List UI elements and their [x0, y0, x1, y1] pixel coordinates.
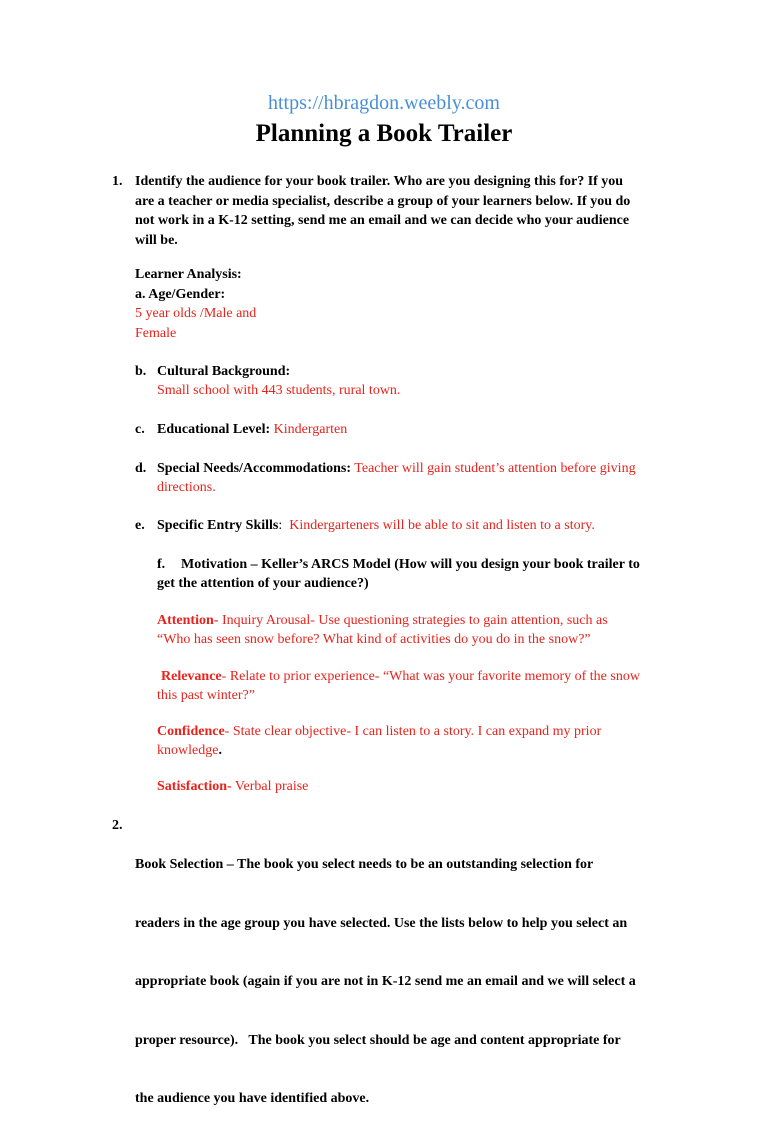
- special-needs-row: [157, 459, 636, 479]
- question-1-number: 1.: [112, 174, 123, 189]
- educational-level-answer: Kindergarten: [270, 422, 348, 437]
- question-2-line: the audience you have identified above.: [135, 1091, 370, 1106]
- question-2-text: [135, 816, 636, 1128]
- special-needs-label: Special Needs/Accommodations:: [157, 461, 352, 476]
- satisfaction-label: Satisfaction-: [157, 779, 232, 794]
- attention-label: Attention-: [157, 613, 219, 628]
- entry-skills-answer: Kindergarteners will be able to sit and listen to a story.: [289, 518, 595, 533]
- question-1-line: will be.: [135, 232, 178, 248]
- age-gender-label: a. Age/Gender:: [135, 287, 226, 302]
- motivation-heading-cont: get the attention of your audience?): [157, 576, 369, 591]
- cultural-background-answer: Small school with 443 students, rural town.: [157, 383, 401, 398]
- educational-level-row: [157, 420, 347, 440]
- attention-text: Inquiry Arousal- Use questioning strategies to gain attention, such as: [218, 613, 608, 628]
- educational-level-label: Educational Level:: [157, 422, 271, 437]
- learner-analysis-heading: Learner Analysis:: [135, 267, 242, 282]
- cultural-background-label: Cultural Background:: [157, 364, 291, 379]
- confidence-label: Confidence: [157, 724, 225, 739]
- motivation-heading: Motivation – Keller’s ARCS Model (How will you design your book trailer to: [181, 557, 640, 572]
- age-gender-line: 5 year olds /Male and: [135, 306, 257, 321]
- relevance-row: [161, 667, 640, 687]
- entry-skills-label: Specific Entry Skills: [157, 518, 279, 533]
- confidence-cont-row: [157, 741, 222, 761]
- question-1-line: not work in a K-12 setting, send me an email and we can decide who your audience: [135, 213, 630, 228]
- item-d-letter: d.: [135, 461, 147, 476]
- question-2-number: 2.: [112, 818, 123, 833]
- question-1-text: [135, 172, 630, 250]
- question-2-line: appropriate book (again if you are not in K-12 send me an email and we will select a: [135, 974, 636, 989]
- question-1-line: are a teacher or media specialist, describe a group of your learners below. If you do: [135, 193, 631, 209]
- entry-skills-row: [157, 516, 595, 536]
- relevance-text: - Relate to prior experience- “What was your favorite memory of the snow: [221, 669, 640, 684]
- special-needs-answer: Teacher will gain student’s attention before giving: [351, 461, 636, 476]
- satisfaction-row: [157, 777, 308, 797]
- question-2-line: Book Selection – The book you select needs to be an outstanding selection for: [135, 857, 594, 872]
- relevance-label: Relevance: [161, 669, 222, 684]
- confidence-period: .: [218, 743, 222, 758]
- confidence-row: [157, 722, 601, 742]
- attention-text-cont: “Who has seen snow before? What kind of activities do you do in the snow?”: [157, 632, 591, 647]
- age-gender-line: Female: [135, 325, 177, 341]
- question-1-line: Identify the audience for your book trailer. Who are you designing this for? If you: [135, 174, 624, 189]
- question-2-line: readers in the age group you have selected. Use the lists below to help you select an: [135, 915, 628, 931]
- item-c-letter: c.: [135, 422, 145, 437]
- special-needs-answer-cont: directions.: [157, 480, 216, 495]
- age-gender-answer: [135, 304, 256, 343]
- satisfaction-text: Verbal praise: [231, 779, 309, 794]
- attention-row: [157, 611, 608, 631]
- site-url: https://hbragdon.weebly.com: [268, 92, 500, 114]
- confidence-text-cont: knowledge: [157, 743, 219, 758]
- entry-skills-colon: :: [278, 518, 290, 533]
- item-b-letter: b.: [135, 364, 147, 379]
- item-e-letter: e.: [135, 518, 145, 533]
- item-f-letter: f.: [157, 557, 166, 572]
- question-2-line: proper resource). The book you select should be age and content appropriate for: [135, 1032, 621, 1048]
- confidence-text: - State clear objective- I can listen to a story. I can expand my prior: [224, 724, 602, 739]
- page-title: Planning a Book Trailer: [255, 120, 513, 147]
- relevance-text-cont: this past winter?”: [157, 688, 255, 703]
